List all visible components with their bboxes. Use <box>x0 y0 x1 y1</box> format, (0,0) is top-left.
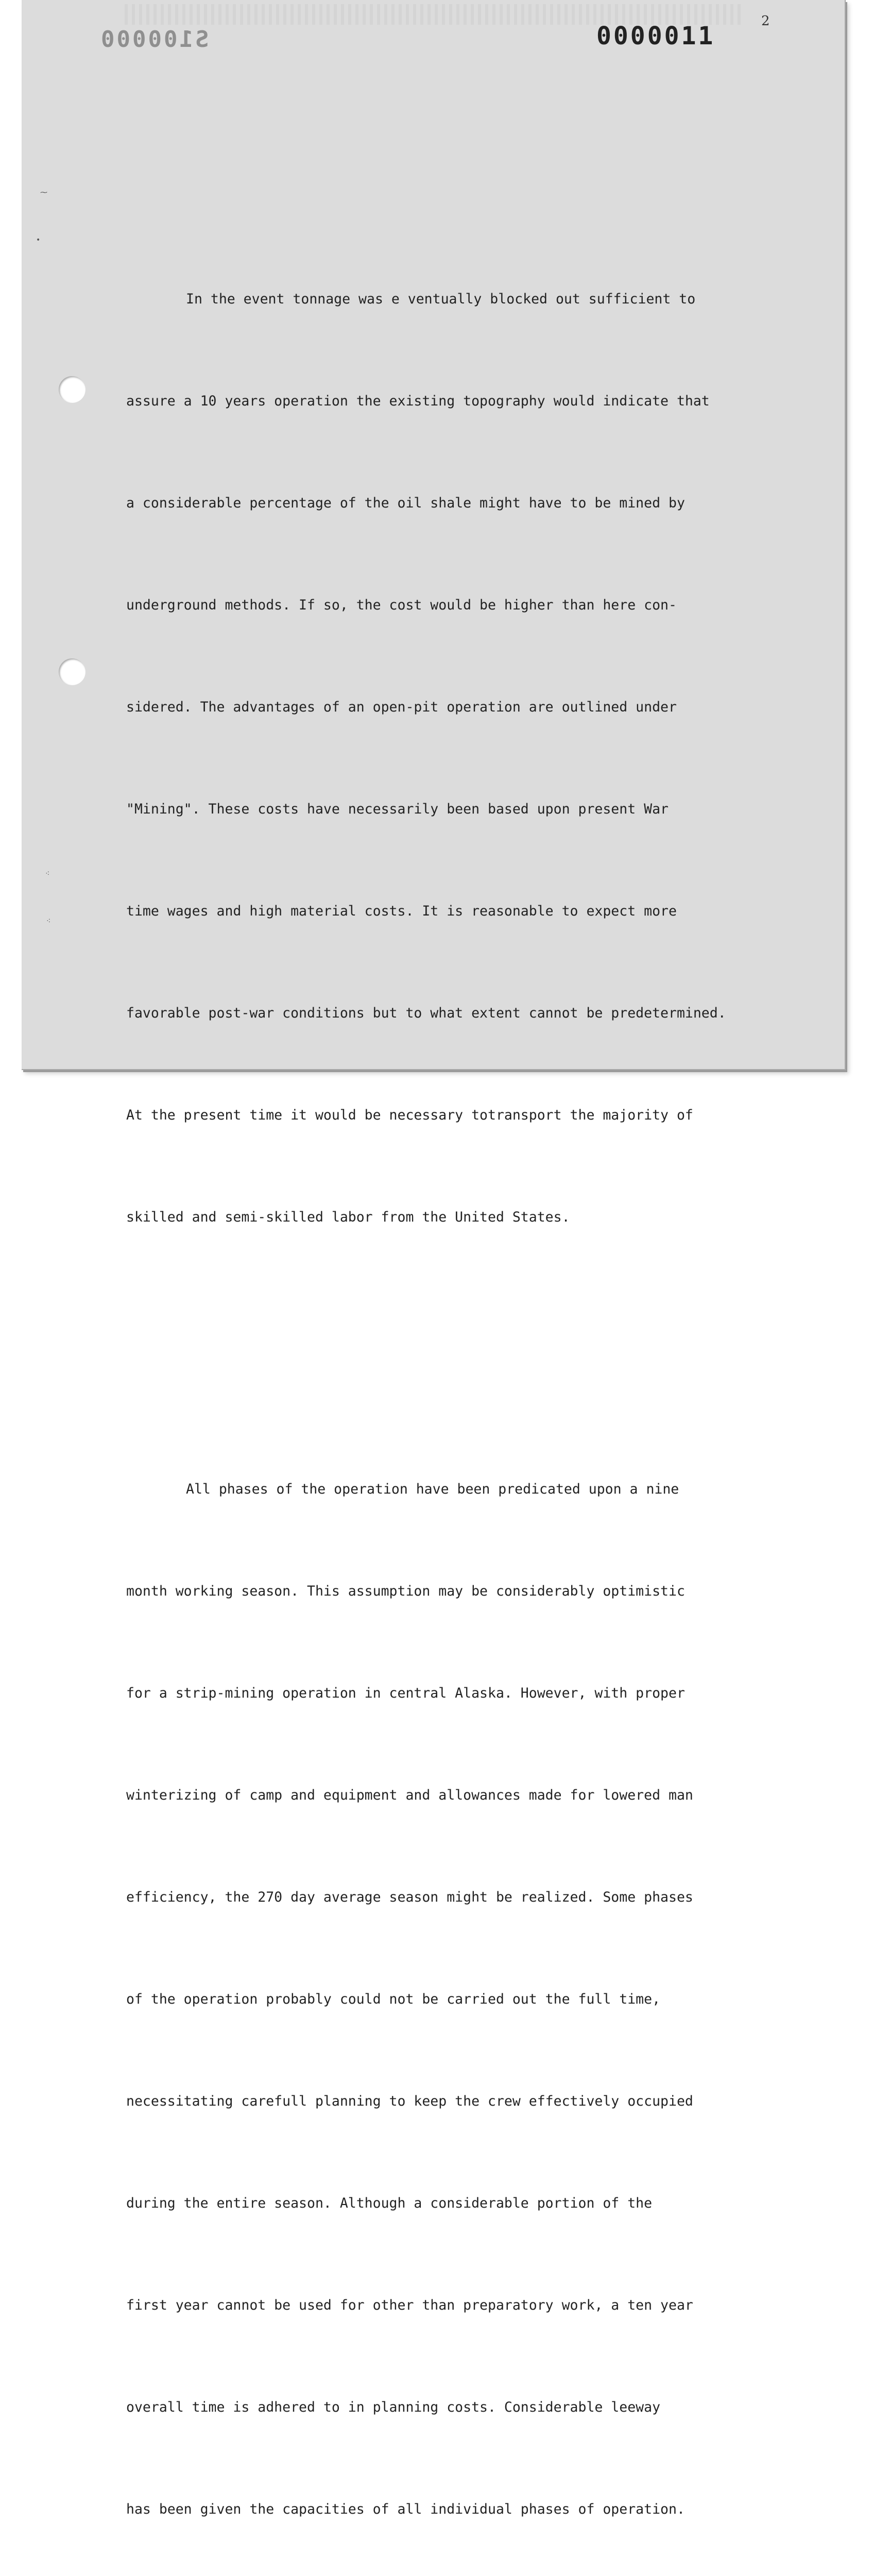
text-line: has been given the capacities of all individual phases of operation. <box>126 2501 685 2517</box>
text-line: efficiency, the 270 day average season might be realized. Some phases <box>126 1889 693 1905</box>
text-line: of the operation probably could not be carried out the full time, <box>126 1991 661 2007</box>
text-line: a considerable percentage of the oil shale might have to be mined by <box>126 495 685 511</box>
paragraph-1 <box>126 214 791 1302</box>
text-line: first year cannot be used for other than preparatory work, a ten year <box>126 2297 693 2313</box>
text-line: month working season. This assumption may be considerably optimistic <box>126 1583 685 1599</box>
text-line: winterizing of camp and equipment and allowances made for lowered man <box>126 1787 693 1803</box>
paper-speck: ⁖ <box>46 917 51 925</box>
text-line: overall time is adhered to in planning costs. Considerable leeway <box>126 2399 661 2415</box>
text-line: sidered. The advantages of an open-pit operation are outlined under <box>126 699 677 715</box>
text-line: In the event tonnage was e ventually blocked out sufficient to <box>186 291 696 307</box>
text-line: time wages and high material costs. It is reasonable to expect more <box>126 903 677 919</box>
punch-hole-top <box>59 376 85 403</box>
typewritten-body <box>126 112 791 2576</box>
paragraph-2 <box>126 1404 791 2576</box>
document-number-stamp: 0000011 <box>596 22 715 50</box>
paper-speck: ⁖ <box>45 870 50 878</box>
document-page <box>22 0 846 2517</box>
text-line: assure a 10 years operation the existing topography would indicate that <box>126 393 710 409</box>
mirrored-document-number-stamp: S100000 <box>99 26 209 53</box>
paper-speck: • <box>36 236 41 244</box>
text-line: underground methods. If so, the cost would be higher than here con- <box>126 597 677 613</box>
text-line: At the present time it would be necessary totransport the majority of <box>126 1107 693 1123</box>
text-line: necessitating carefull planning to keep the crew effectively occupied <box>126 2093 693 2109</box>
punch-hole-bottom <box>59 658 85 685</box>
page-number: 2 <box>761 13 770 29</box>
text-line: favorable post-war conditions but to what extent cannot be predetermined. <box>126 1005 726 1021</box>
paper-speck: ⁓ <box>40 189 47 197</box>
text-line: during the entire season. Although a considerable portion of the <box>126 2195 653 2211</box>
text-line: for a strip-mining operation in central Alaska. However, with proper <box>126 1685 685 1701</box>
text-line: "Mining". These costs have necessarily been based upon present War <box>126 801 669 817</box>
text-line: skilled and semi-skilled labor from the United States. <box>126 1209 570 1225</box>
text-line: All phases of the operation have been predicated upon a nine <box>186 1481 679 1497</box>
